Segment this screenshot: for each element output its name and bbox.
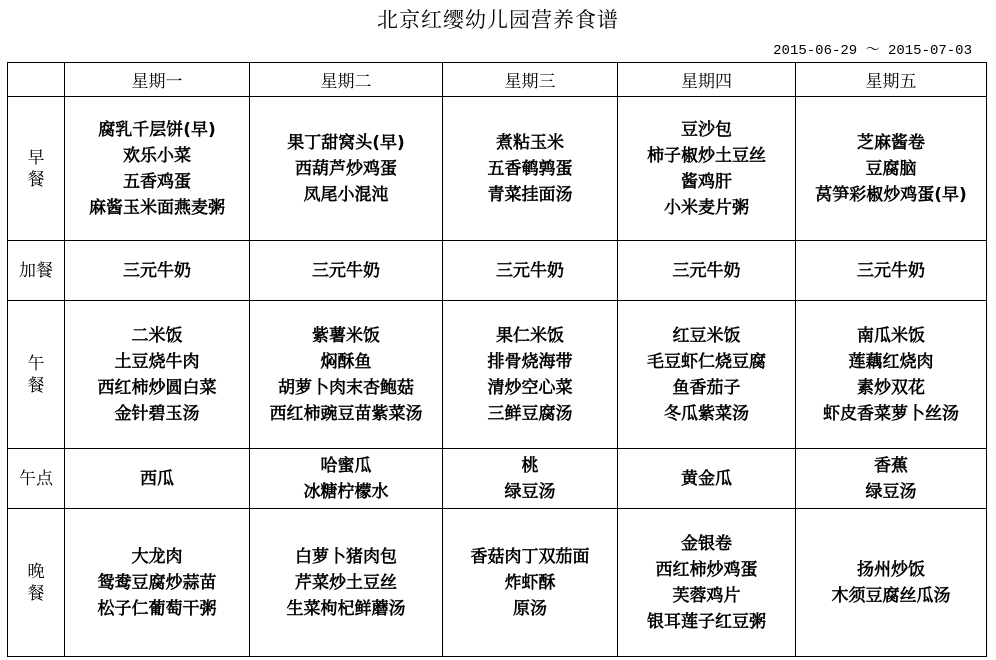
menu-cell (618, 449, 796, 509)
date-range: 2015-06-29 ～ 2015-07-03 (773, 43, 972, 59)
dish: 五香鸡蛋 (123, 171, 191, 192)
dish: 金银卷 (681, 533, 732, 554)
dish: 麻酱玉米面燕麦粥 (89, 197, 225, 218)
menu-cell (65, 509, 250, 657)
menu-cell (618, 509, 796, 657)
dish: 果仁米饭 (496, 325, 564, 346)
dish: 鱼香茄子 (672, 377, 741, 398)
header-row (8, 63, 987, 97)
dish: 西红柿豌豆苗紫菜汤 (269, 403, 423, 424)
menu-cell (618, 301, 796, 449)
dish: 黄金瓜 (681, 468, 732, 489)
menu-cell (618, 97, 796, 241)
menu-cell (796, 449, 987, 509)
day-header: 星期一 (65, 63, 250, 97)
dish: 三元牛奶 (857, 260, 925, 281)
dish: 排骨烧海带 (487, 351, 573, 372)
dish: 凤尾小混沌 (303, 184, 389, 205)
dish: 鸳鸯豆腐炒蒜苗 (97, 572, 217, 593)
dish: 三元牛奶 (496, 260, 564, 281)
dish: 冰糖柠檬水 (303, 481, 389, 502)
dish: 三元牛奶 (312, 260, 380, 281)
meal-label-char: 加餐 (19, 260, 53, 281)
meal-label-char: 午 (27, 353, 45, 374)
meal-label (8, 241, 65, 301)
meal-label-char: 餐 (27, 583, 45, 604)
dish: 绿豆汤 (865, 481, 917, 502)
dish: 冬瓜紫菜汤 (664, 403, 749, 424)
dish: 小米麦片粥 (664, 197, 749, 218)
meal-label-char: 早 (27, 147, 45, 168)
dish: 西红柿炒圆白菜 (97, 377, 217, 398)
dish: 青菜挂面汤 (487, 184, 573, 205)
menu-cell (443, 301, 618, 449)
dish: 欢乐小菜 (123, 145, 191, 166)
dish: 西瓜 (140, 468, 174, 489)
menu-cell (250, 509, 443, 657)
dish: 金针碧玉汤 (114, 403, 200, 424)
dish: 豆沙包 (681, 119, 732, 140)
menu-cell (443, 509, 618, 657)
dish: 银耳莲子红豆粥 (647, 611, 766, 632)
dish: 清炒空心菜 (487, 377, 573, 398)
menu-cell (250, 97, 443, 241)
dish: 扬州炒饭 (857, 559, 925, 580)
dish: 煮粘玉米 (496, 132, 564, 153)
dish: 红豆米饭 (672, 325, 741, 346)
dish: 大龙肉 (131, 546, 183, 567)
meal-label-char: 午点 (19, 468, 53, 489)
dish: 南瓜米饭 (857, 325, 925, 346)
dish: 木须豆腐丝瓜汤 (831, 585, 951, 606)
dish: 芹菜炒土豆丝 (295, 572, 397, 593)
dish: 五香鹌鹑蛋 (487, 158, 573, 179)
dish: 焖酥鱼 (320, 351, 372, 372)
dish: 二米饭 (131, 325, 183, 346)
dish: 素炒双花 (857, 377, 925, 398)
page-title: 北京红缨幼儿园营养食谱 (377, 8, 619, 32)
dish: 桃 (521, 455, 539, 476)
menu-cell (443, 449, 618, 509)
corner-cell (8, 63, 65, 97)
day-header: 星期二 (250, 63, 443, 97)
menu-cell (250, 241, 443, 301)
dish: 香菇肉丁双茄面 (470, 546, 590, 567)
menu-cell (796, 97, 987, 241)
meal-label-char: 餐 (27, 169, 45, 190)
dish: 原汤 (513, 598, 547, 619)
menu-cell (443, 97, 618, 241)
dish: 胡萝卜肉末杏鲍菇 (278, 377, 414, 398)
dish: 柿子椒炒土豆丝 (647, 145, 766, 166)
menu-cell (250, 449, 443, 509)
meal-label (8, 97, 65, 241)
dish: 果丁甜窝头(早) (287, 132, 405, 153)
meal-label-char: 晚 (27, 561, 45, 582)
dish: 香蕉 (874, 455, 908, 476)
dish: 毛豆虾仁烧豆腐 (647, 351, 766, 372)
meal-label-char: 餐 (27, 375, 45, 396)
dish: 莲藕红烧肉 (848, 351, 934, 372)
dish: 豆腐脑 (865, 158, 917, 179)
dish: 芙蓉鸡片 (672, 585, 741, 606)
dish: 酱鸡肝 (681, 171, 732, 192)
dish: 三鲜豆腐汤 (487, 403, 573, 424)
meal-row-breakfast (8, 97, 987, 241)
menu-cell (250, 301, 443, 449)
menu-table (7, 62, 987, 657)
dish: 绿豆汤 (504, 481, 556, 502)
dish: 莴笋彩椒炒鸡蛋(早) (815, 184, 967, 205)
dish: 炸虾酥 (504, 572, 556, 593)
dish: 芝麻酱卷 (857, 132, 925, 153)
meal-row-dinner (8, 509, 987, 657)
dish: 西葫芦炒鸡蛋 (295, 158, 397, 179)
dish: 三元牛奶 (123, 260, 191, 281)
menu-cell (796, 509, 987, 657)
dish: 松子仁葡萄干粥 (97, 598, 217, 619)
menu-cell (65, 241, 250, 301)
meal-label (8, 449, 65, 509)
dish: 土豆烧牛肉 (114, 351, 200, 372)
day-header: 星期四 (618, 63, 796, 97)
meal-row-lunch (8, 301, 987, 449)
dish: 三元牛奶 (672, 260, 741, 281)
dish: 紫薯米饭 (312, 325, 380, 346)
menu-cell (618, 241, 796, 301)
dish: 虾皮香菜萝卜丝汤 (823, 403, 959, 424)
menu-cell (443, 241, 618, 301)
day-header: 星期三 (443, 63, 618, 97)
menu-cell (65, 97, 250, 241)
meal-label (8, 509, 65, 657)
menu-cell (796, 301, 987, 449)
menu-cell (65, 301, 250, 449)
dish: 西红柿炒鸡蛋 (655, 559, 758, 580)
menu-cell (796, 241, 987, 301)
day-header: 星期五 (796, 63, 987, 97)
dish: 腐乳千层饼(早) (98, 119, 216, 140)
meal-label (8, 301, 65, 449)
dish: 生菜枸杞鲜蘑汤 (286, 598, 406, 619)
dish: 白萝卜猪肉包 (295, 546, 397, 567)
meal-row-snack (8, 241, 987, 301)
dish: 哈蜜瓜 (320, 455, 372, 476)
menu-cell (65, 449, 250, 509)
meal-row-afternoon-snack (8, 449, 987, 509)
